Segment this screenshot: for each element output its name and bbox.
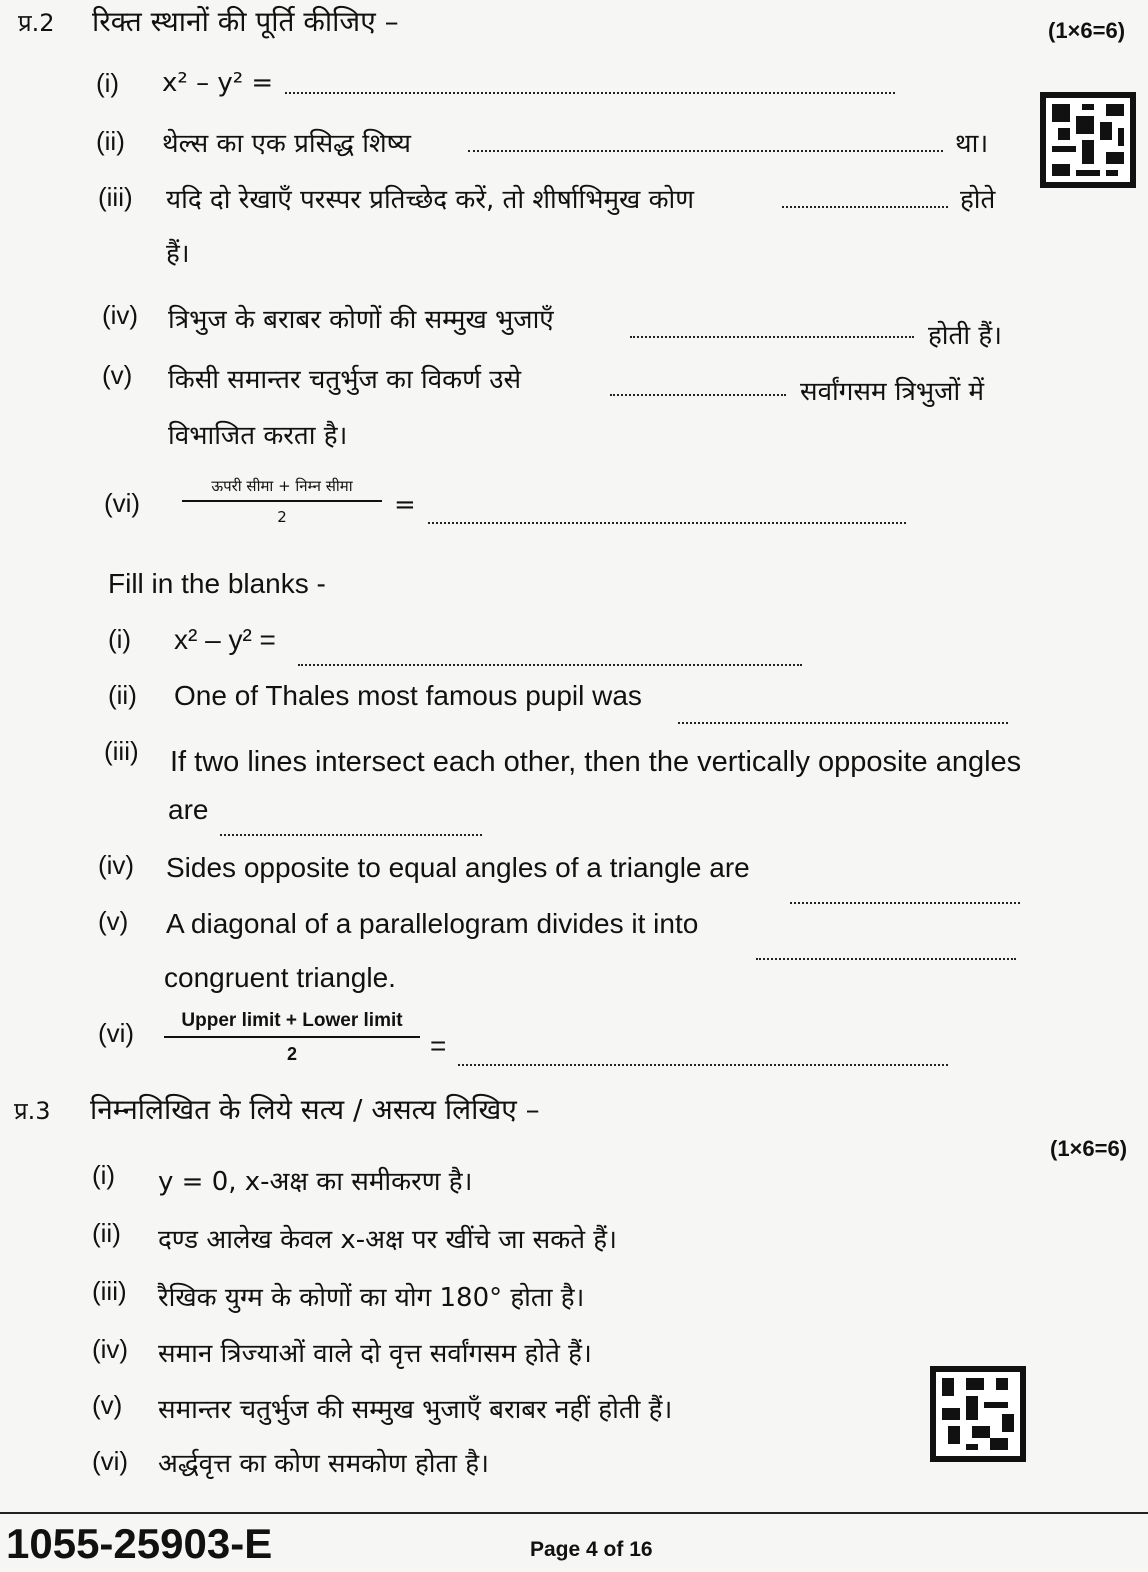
blank-line bbox=[428, 504, 906, 524]
item-number: (iii) bbox=[98, 182, 133, 212]
fraction-numerator: Upper limit + Lower limit bbox=[164, 1010, 420, 1038]
equals-sign: = bbox=[394, 490, 416, 520]
item-number: (iv) bbox=[92, 1334, 129, 1364]
section-heading: Fill in the blanks - bbox=[108, 568, 326, 599]
item-suffix: होती हैं। bbox=[928, 321, 1003, 351]
blank-line bbox=[610, 376, 786, 396]
item-text: y = 0, x-अक्ष का समीकरण है। bbox=[158, 1167, 473, 1197]
item-number: (vi) bbox=[98, 1018, 135, 1048]
fraction-numerator: ऊपरी सीमा + निम्न सीमा bbox=[182, 476, 382, 502]
item-text: थेल्स का एक प्रसिद्ध शिष्य bbox=[162, 129, 411, 159]
item-text: यदि दो रेखाएँ परस्पर प्रतिच्छेद करें, तो शीर्षाभिमुख कोण bbox=[166, 185, 695, 215]
item-number: (ii) bbox=[92, 1218, 121, 1248]
blank-line bbox=[782, 188, 948, 208]
item-number: (i) bbox=[92, 1160, 116, 1190]
blank-line bbox=[468, 132, 943, 152]
marks-label: (1×6=6) bbox=[1048, 18, 1126, 43]
question-number: प्र.3 bbox=[14, 1097, 51, 1125]
item-text-continued: हैं। bbox=[166, 239, 190, 269]
item-text: x² – y² = bbox=[174, 624, 276, 655]
blank-line bbox=[756, 940, 1016, 960]
item-text-continued: congruent triangle. bbox=[164, 962, 396, 993]
item-text-continued: विभाजित करता है। bbox=[168, 421, 348, 451]
question-heading: निम्नलिखित के लिये सत्य / असत्य लिखिए – bbox=[90, 1093, 540, 1126]
item-text: दण्ड आलेख केवल x-अक्ष पर खींचे जा सकते हैं। bbox=[158, 1225, 617, 1255]
item-text: समान त्रिज्याओं वाले दो वृत्त सर्वांगसम होते हैं। bbox=[158, 1339, 592, 1369]
fraction bbox=[182, 476, 382, 526]
item-text: A diagonal of a parallelogram divides it into bbox=[166, 908, 699, 939]
question-number: प्र.2 bbox=[18, 9, 55, 37]
item-number: (ii) bbox=[96, 126, 125, 156]
item-number: (v) bbox=[98, 906, 129, 936]
item-suffix: होते bbox=[960, 185, 996, 215]
item-number: (v) bbox=[92, 1390, 123, 1420]
item-text: समान्तर चतुर्भुज की सम्मुख भुजाएँ बराबर नहीं होती हैं। bbox=[158, 1395, 673, 1425]
fraction bbox=[164, 1010, 420, 1065]
item-number: (i) bbox=[96, 68, 120, 98]
blank-line bbox=[678, 704, 1008, 724]
item-number: (iv) bbox=[98, 850, 135, 880]
item-suffix: था। bbox=[955, 129, 989, 159]
paper-code: 1055-25903-E bbox=[6, 1520, 273, 1567]
item-number: (ii) bbox=[108, 680, 137, 710]
item-number: (i) bbox=[108, 624, 132, 654]
fraction-denominator: 2 bbox=[277, 508, 287, 526]
item-number: (iv) bbox=[102, 300, 139, 330]
item-text: If two lines intersect each other, then the vertically opposite angles bbox=[170, 746, 1022, 778]
qr-code-icon bbox=[1040, 92, 1136, 188]
fraction-denominator: 2 bbox=[286, 1044, 297, 1064]
blank-line bbox=[630, 318, 914, 338]
qr-code-icon bbox=[930, 1366, 1026, 1462]
item-text-continued: are bbox=[168, 794, 209, 825]
item-number: (vi) bbox=[92, 1446, 129, 1476]
blank-line bbox=[790, 884, 1020, 904]
item-text: Sides opposite to equal angles of a triangle are bbox=[166, 852, 750, 883]
item-text: x² – y² = bbox=[162, 68, 274, 98]
item-text: रैखिक युग्म के कोणों का योग 180° होता है। bbox=[158, 1283, 585, 1313]
question-heading: रिक्त स्थानों की पूर्ति कीजिए – bbox=[92, 5, 399, 38]
item-text: त्रिभुज के बराबर कोणों की सम्मुख भुजाएँ bbox=[168, 305, 554, 335]
blank-line bbox=[285, 74, 895, 94]
item-number: (iii) bbox=[92, 1276, 127, 1306]
marks-label: (1×6=6) bbox=[1050, 1136, 1128, 1161]
footer-divider bbox=[0, 1512, 1148, 1514]
blank-line bbox=[220, 816, 482, 836]
item-text: One of Thales most famous pupil was bbox=[174, 680, 642, 711]
item-text: अर्द्धवृत्त का कोण समकोण होता है। bbox=[158, 1449, 489, 1479]
equals-sign: = bbox=[430, 1030, 447, 1061]
page-number: Page 4 of 16 bbox=[530, 1538, 653, 1561]
item-text: किसी समान्तर चतुर्भुज का विकर्ण उसे bbox=[168, 365, 522, 395]
item-suffix: सर्वांगसम त्रिभुजों में bbox=[800, 377, 984, 407]
item-number: (vi) bbox=[104, 488, 141, 518]
blank-line bbox=[298, 646, 802, 666]
item-number: (iii) bbox=[104, 736, 139, 766]
blank-line bbox=[458, 1046, 948, 1066]
item-number: (v) bbox=[102, 360, 133, 390]
